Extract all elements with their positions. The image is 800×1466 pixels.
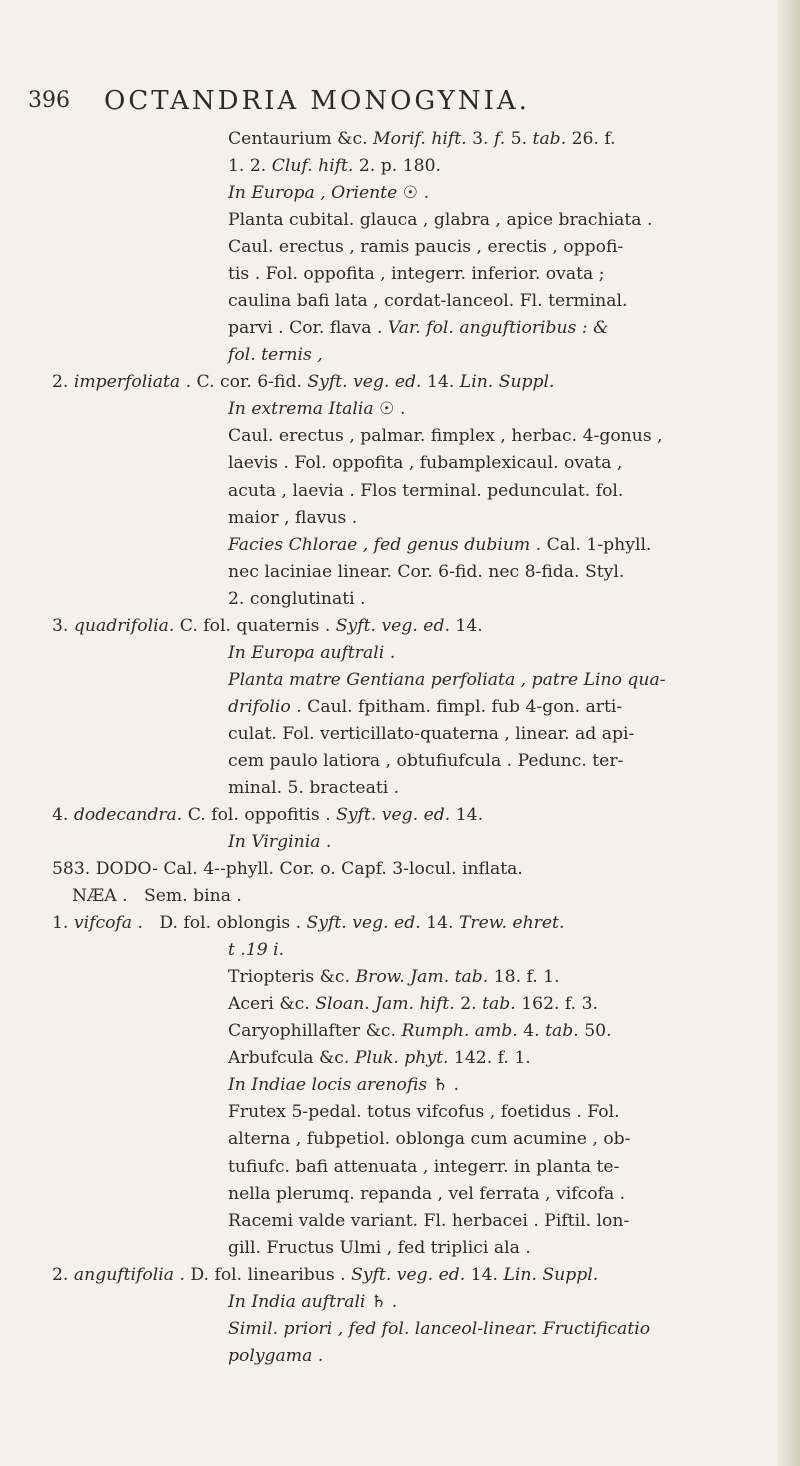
text-line: gill. Fructus Ulmi , fed triplici ala . [228, 1237, 531, 1258]
text-line: tufiufc. bafi attenuata , integerr. in planta te- [228, 1156, 620, 1177]
running-title: OCTANDRIA MONOGYNIA. [104, 86, 530, 116]
page-edge-shadow [778, 0, 800, 1466]
page-header [28, 88, 748, 122]
text-line: nella plerumq. repanda , vel ferrata , vifcofa . [228, 1183, 626, 1204]
text-line: alterna , fubpetiol. oblonga cum acumine , ob- [228, 1129, 631, 1150]
text-line: Planta matre Gentiana perfoliata , patre Lino qua- [228, 669, 666, 690]
text-line: parvi . Cor. flava . Var. fol. anguftioribus : & [228, 318, 609, 339]
text-line: In Virginia . [228, 832, 332, 853]
text-line: drifolio . Caul. fpitham. fimpl. fub 4-gon. arti- [228, 696, 623, 717]
text-line: Racemi valde variant. Fl. herbacei . Piftil. lon- [228, 1210, 630, 1231]
text-line: Aceri &c. Sloan. Jam. hift. 2. tab. 162. f. 3. [228, 994, 599, 1015]
text-line: fol. ternis , [228, 345, 323, 366]
text-line: In extrema Italia ☉ . [228, 399, 406, 420]
text-line: minal. 5. bracteati . [228, 777, 400, 798]
text-line: Frutex 5-pedal. totus vifcofus , foetidus . Fol. [228, 1102, 620, 1123]
text-line: Planta cubital. glauca , glabra , apice brachiata . [228, 210, 653, 231]
text-line: Caul. erectus , ramis paucis , erectis , oppofi- [228, 237, 624, 258]
text-line: acuta , laevia . Flos terminal. pedunculat. fol. [228, 480, 624, 501]
text-line: nec laciniae linear. Cor. 6-fid. nec 8-fida. Styl. [228, 561, 625, 582]
text-line: laevis . Fol. oppofita , fubamplexicaul. ovata , [228, 453, 623, 474]
text-line: Facies Chlorae , fed genus dubium . Cal. 1-phyll. [228, 534, 652, 555]
text-line: NÆA . Sem. bina . [72, 886, 242, 907]
text-line: Caul. erectus , palmar. fimplex , herbac. 4-gonus , [228, 426, 663, 447]
text-line: 583. DODO- Cal. 4--phyll. Cor. o. Capf. 3-locul. inflata. [52, 859, 523, 880]
text-line: Centaurium &c. Morif. hift. 3. f. 5. tab. 26. f. [228, 129, 616, 149]
text-line: Triopteris &c. Brow. Jam. tab. 18. f. 1. [228, 967, 560, 988]
text-line: 2. conglutinati . [228, 588, 366, 609]
text-line: t .19 i. [228, 940, 285, 961]
text-line: 1. vifcofa . D. fol. oblongis . Syft. veg. ed. 14. Trew. ehret. [52, 913, 565, 934]
text-line: cem paulo latiora , obtufiufcula . Pedunc. ter- [228, 750, 624, 771]
text-line: 1. 2. Cluf. hift. 2. p. 180. [228, 156, 441, 177]
text-line: caulina bafi lata , cordat-lanceol. Fl. terminal. [228, 291, 628, 312]
text-line: Simil. priori , fed fol. lanceol-linear. Fructificatio [228, 1318, 651, 1339]
text-line: In Indiae locis arenofis ♄ . [228, 1075, 459, 1096]
text-line: 2. anguftifolia . D. fol. linearibus . Syft. veg. ed. 14. Lin. Suppl. [52, 1264, 599, 1285]
text-line: culat. Fol. verticillato-quaterna , linear. ad api- [228, 723, 635, 744]
text-line: 2. imperfoliata . C. cor. 6-fid. Syft. veg. ed. 14. Lin. Suppl. [52, 372, 555, 393]
text-line: polygama . [228, 1345, 324, 1366]
text-line: Arbufcula &c. Pluk. phyt. 142. f. 1. [228, 1048, 531, 1069]
text-line: In Europa auftrali . [228, 642, 396, 663]
text-line: In India auftrali ♄ . [228, 1291, 398, 1312]
text-line: 3. quadrifolia. C. fol. quaternis . Syft. veg. ed. 14. [52, 615, 483, 636]
text-line: In Europa , Oriente ☉ . [228, 183, 430, 204]
page-number: 396 [28, 88, 70, 113]
text-line: tis . Fol. oppofita , integerr. inferior. ovata ; [228, 264, 605, 285]
text-line: 4. dodecandra. C. fol. oppofitis . Syft. veg. ed. 14. [52, 805, 484, 825]
text-line: Caryophillafter &c. Rumph. amb. 4. tab. 50. [228, 1021, 612, 1042]
text-line: maior , flavus . [228, 507, 358, 528]
